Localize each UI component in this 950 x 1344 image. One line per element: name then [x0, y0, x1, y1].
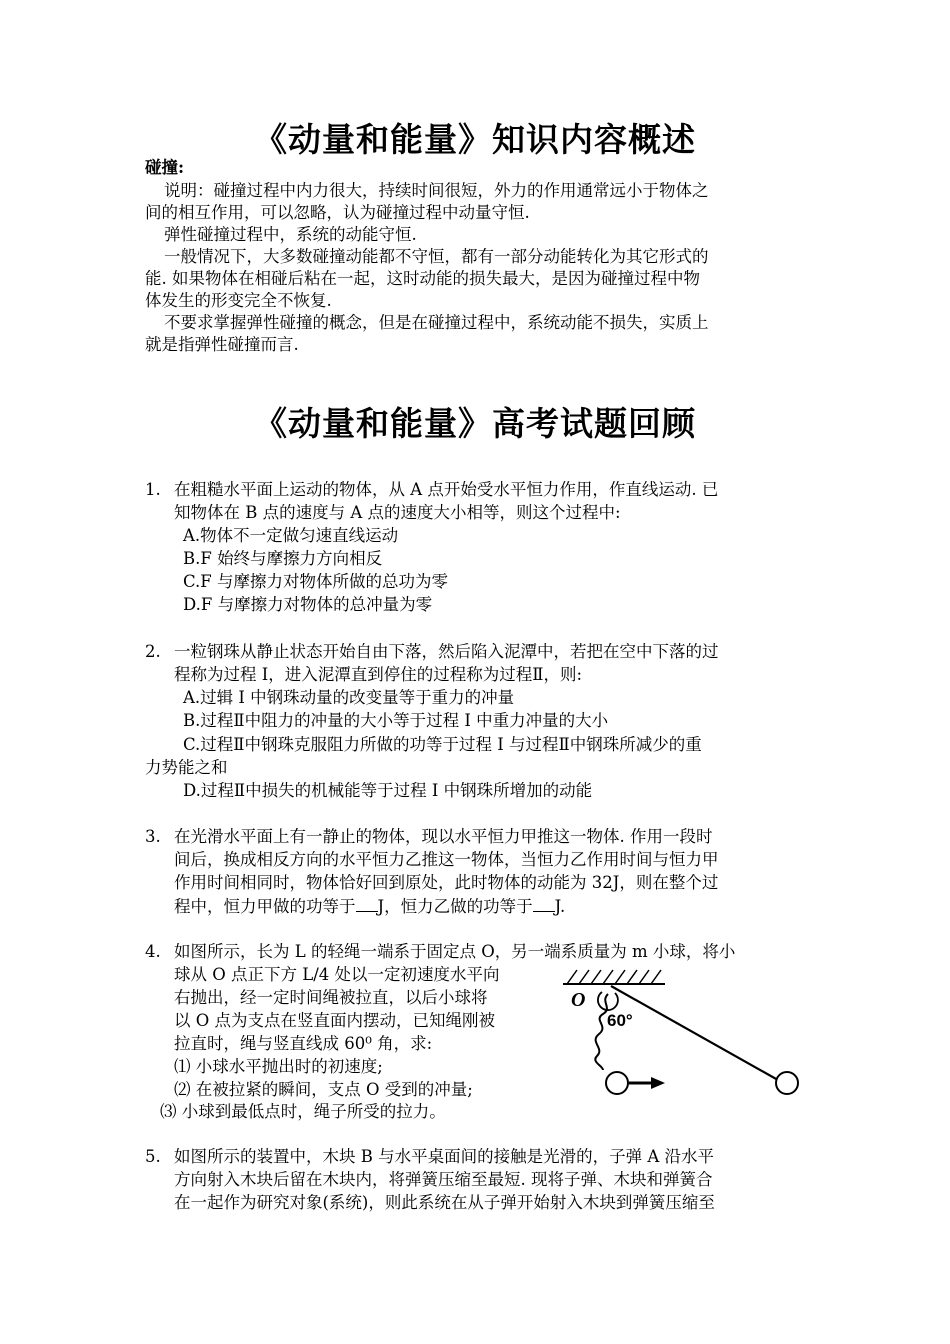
question-stem: 在粗糙水平面上运动的物体，从 A 点开始受水平恒力作用，作直线运动. 已 [174, 480, 719, 499]
option-b: B.F 始终与摩擦力方向相反 [183, 549, 383, 568]
answer-blank[interactable] [356, 895, 378, 912]
option-c: C.过程Ⅱ中钢珠克服阻力所做的功等于过程 I 与过程Ⅱ中钢珠所减少的重 [183, 735, 702, 754]
overview-line: 不要求掌握弹性碰撞的概念，但是在碰撞过程中，系统动能不损失，实质上 [164, 313, 709, 332]
overview-line: 弹性碰撞过程中，系统的动能守恒. [164, 225, 417, 244]
stem-text: J. [554, 897, 566, 916]
question-stem-last [174, 895, 565, 918]
question-stem: 如图所示的装置中，木块 B 与水平桌面间的接触是光滑的，子弹 A 沿水平 [174, 1147, 715, 1166]
question-stem: 在光滑水平面上有一静止的物体，现以水平恒力甲推这一物体. 作用一段时 [174, 827, 713, 846]
question-stem: 方向射入木块后留在木块内，将弹簧压缩至最短. 现将子弹、木块和弹簧合 [174, 1170, 713, 1189]
overview-line: 说明：碰撞过程中内力很大，持续时间很短，外力的作用通常远小于物体之 [164, 181, 709, 200]
point-o-label: O [571, 989, 586, 1011]
overview-line: 一般情况下，大多数碰撞动能都不守恒，都有一部分动能转化为其它形式的 [164, 247, 709, 266]
question-stem: 以 O 点为支点在竖直面内摆动，已知绳刚被 [174, 1011, 496, 1030]
overview-line: 能. 如果物体在相碰后粘在一起，这时动能的损失最大，是因为碰撞过程中物 [145, 269, 700, 288]
question-number: 4. [145, 942, 161, 961]
angle-label: 60° [607, 1011, 633, 1030]
overview-line: 间的相互作用，可以忽略，认为碰撞过程中动量守恒. [145, 203, 530, 222]
question-stem: 拉直时，绳与竖直线成 60⁰ 角，求: [174, 1034, 433, 1053]
option-d: D.F 与摩擦力对物体的总冲量为零 [183, 595, 433, 614]
question-part: ⑴ 小球水平抛出时的初速度; [174, 1057, 383, 1076]
section-heading: 碰撞: [145, 158, 185, 177]
question-stem: 知物体在 B 点的速度与 A 点的速度大小相等，则这个过程中: [174, 503, 621, 522]
question-stem: 在一起作为研究对象(系统)，则此系统在从子弹开始射入木块到弹簧压缩至 [174, 1193, 715, 1212]
answer-blank[interactable] [533, 895, 555, 912]
option-c: C.F 与摩擦力对物体所做的总功为零 [183, 572, 448, 591]
review-title: 《动量和能量》高考试题回顾 [254, 404, 696, 443]
option-a: A.物体不一定做匀速直线运动 [183, 526, 399, 545]
question-part: ⑵ 在被拉紧的瞬间，支点 O 受到的冲量; [174, 1080, 473, 1099]
pendulum-figure [555, 962, 805, 1102]
slack-rope [595, 994, 608, 1070]
overview-line: 体发生的形变完全不恢复. [145, 291, 332, 310]
question-number: 5. [145, 1147, 161, 1166]
option-c-continued: 力势能之和 [145, 758, 228, 777]
question-stem: 右抛出，经一定时间绳被拉直，以后小球将 [174, 988, 488, 1007]
question-stem: 一粒钢珠从静止状态开始自由下落，然后陷入泥潭中，若把在空中下落的过 [174, 642, 719, 661]
question-stem: 作用时间相同时，物体恰好回到原处，此时物体的动能为 32J，则在整个过 [174, 873, 719, 892]
option-d: D.过程Ⅱ中损失的机械能等于过程 I 中钢珠所增加的动能 [183, 781, 593, 800]
question-number: 1. [145, 480, 161, 499]
ball-start [606, 1072, 628, 1094]
question-stem: 球从 O 点正下方 L/4 处以一定初速度水平向 [174, 965, 500, 984]
ball-end [776, 1072, 798, 1094]
ceiling-hatching [567, 970, 661, 984]
option-b: B.过程Ⅱ中阻力的冲量的大小等于过程 I 中重力冲量的大小 [183, 711, 609, 730]
question-stem: 间后，换成相反方向的水平恒力乙推这一物体，当恒力乙作用时间与恒力甲 [174, 850, 719, 869]
stem-text: 程中，恒力甲做的功等于 [174, 897, 356, 916]
overview-title: 《动量和能量》知识内容概述 [254, 120, 696, 159]
question-number: 3. [145, 827, 161, 846]
stem-text: J，恒力乙做的功等于 [377, 897, 533, 916]
question-number: 2. [145, 642, 161, 661]
question-stem: 如图所示，长为 L 的轻绳一端系于固定点 O，另一端系质量为 m 小球，将小 [174, 942, 736, 961]
option-a: A.过辑 I 中钢珠动量的改变量等于重力的冲量 [183, 688, 515, 707]
taut-rope [611, 986, 785, 1084]
velocity-arrowhead [651, 1077, 665, 1089]
question-stem: 程称为过程 I，进入泥潭直到停住的过程称为过程Ⅱ，则: [174, 665, 583, 684]
overview-line: 就是指弹性碰撞而言. [145, 335, 299, 354]
question-part: ⑶ 小球到最低点时，绳子所受的拉力。 [160, 1102, 446, 1121]
